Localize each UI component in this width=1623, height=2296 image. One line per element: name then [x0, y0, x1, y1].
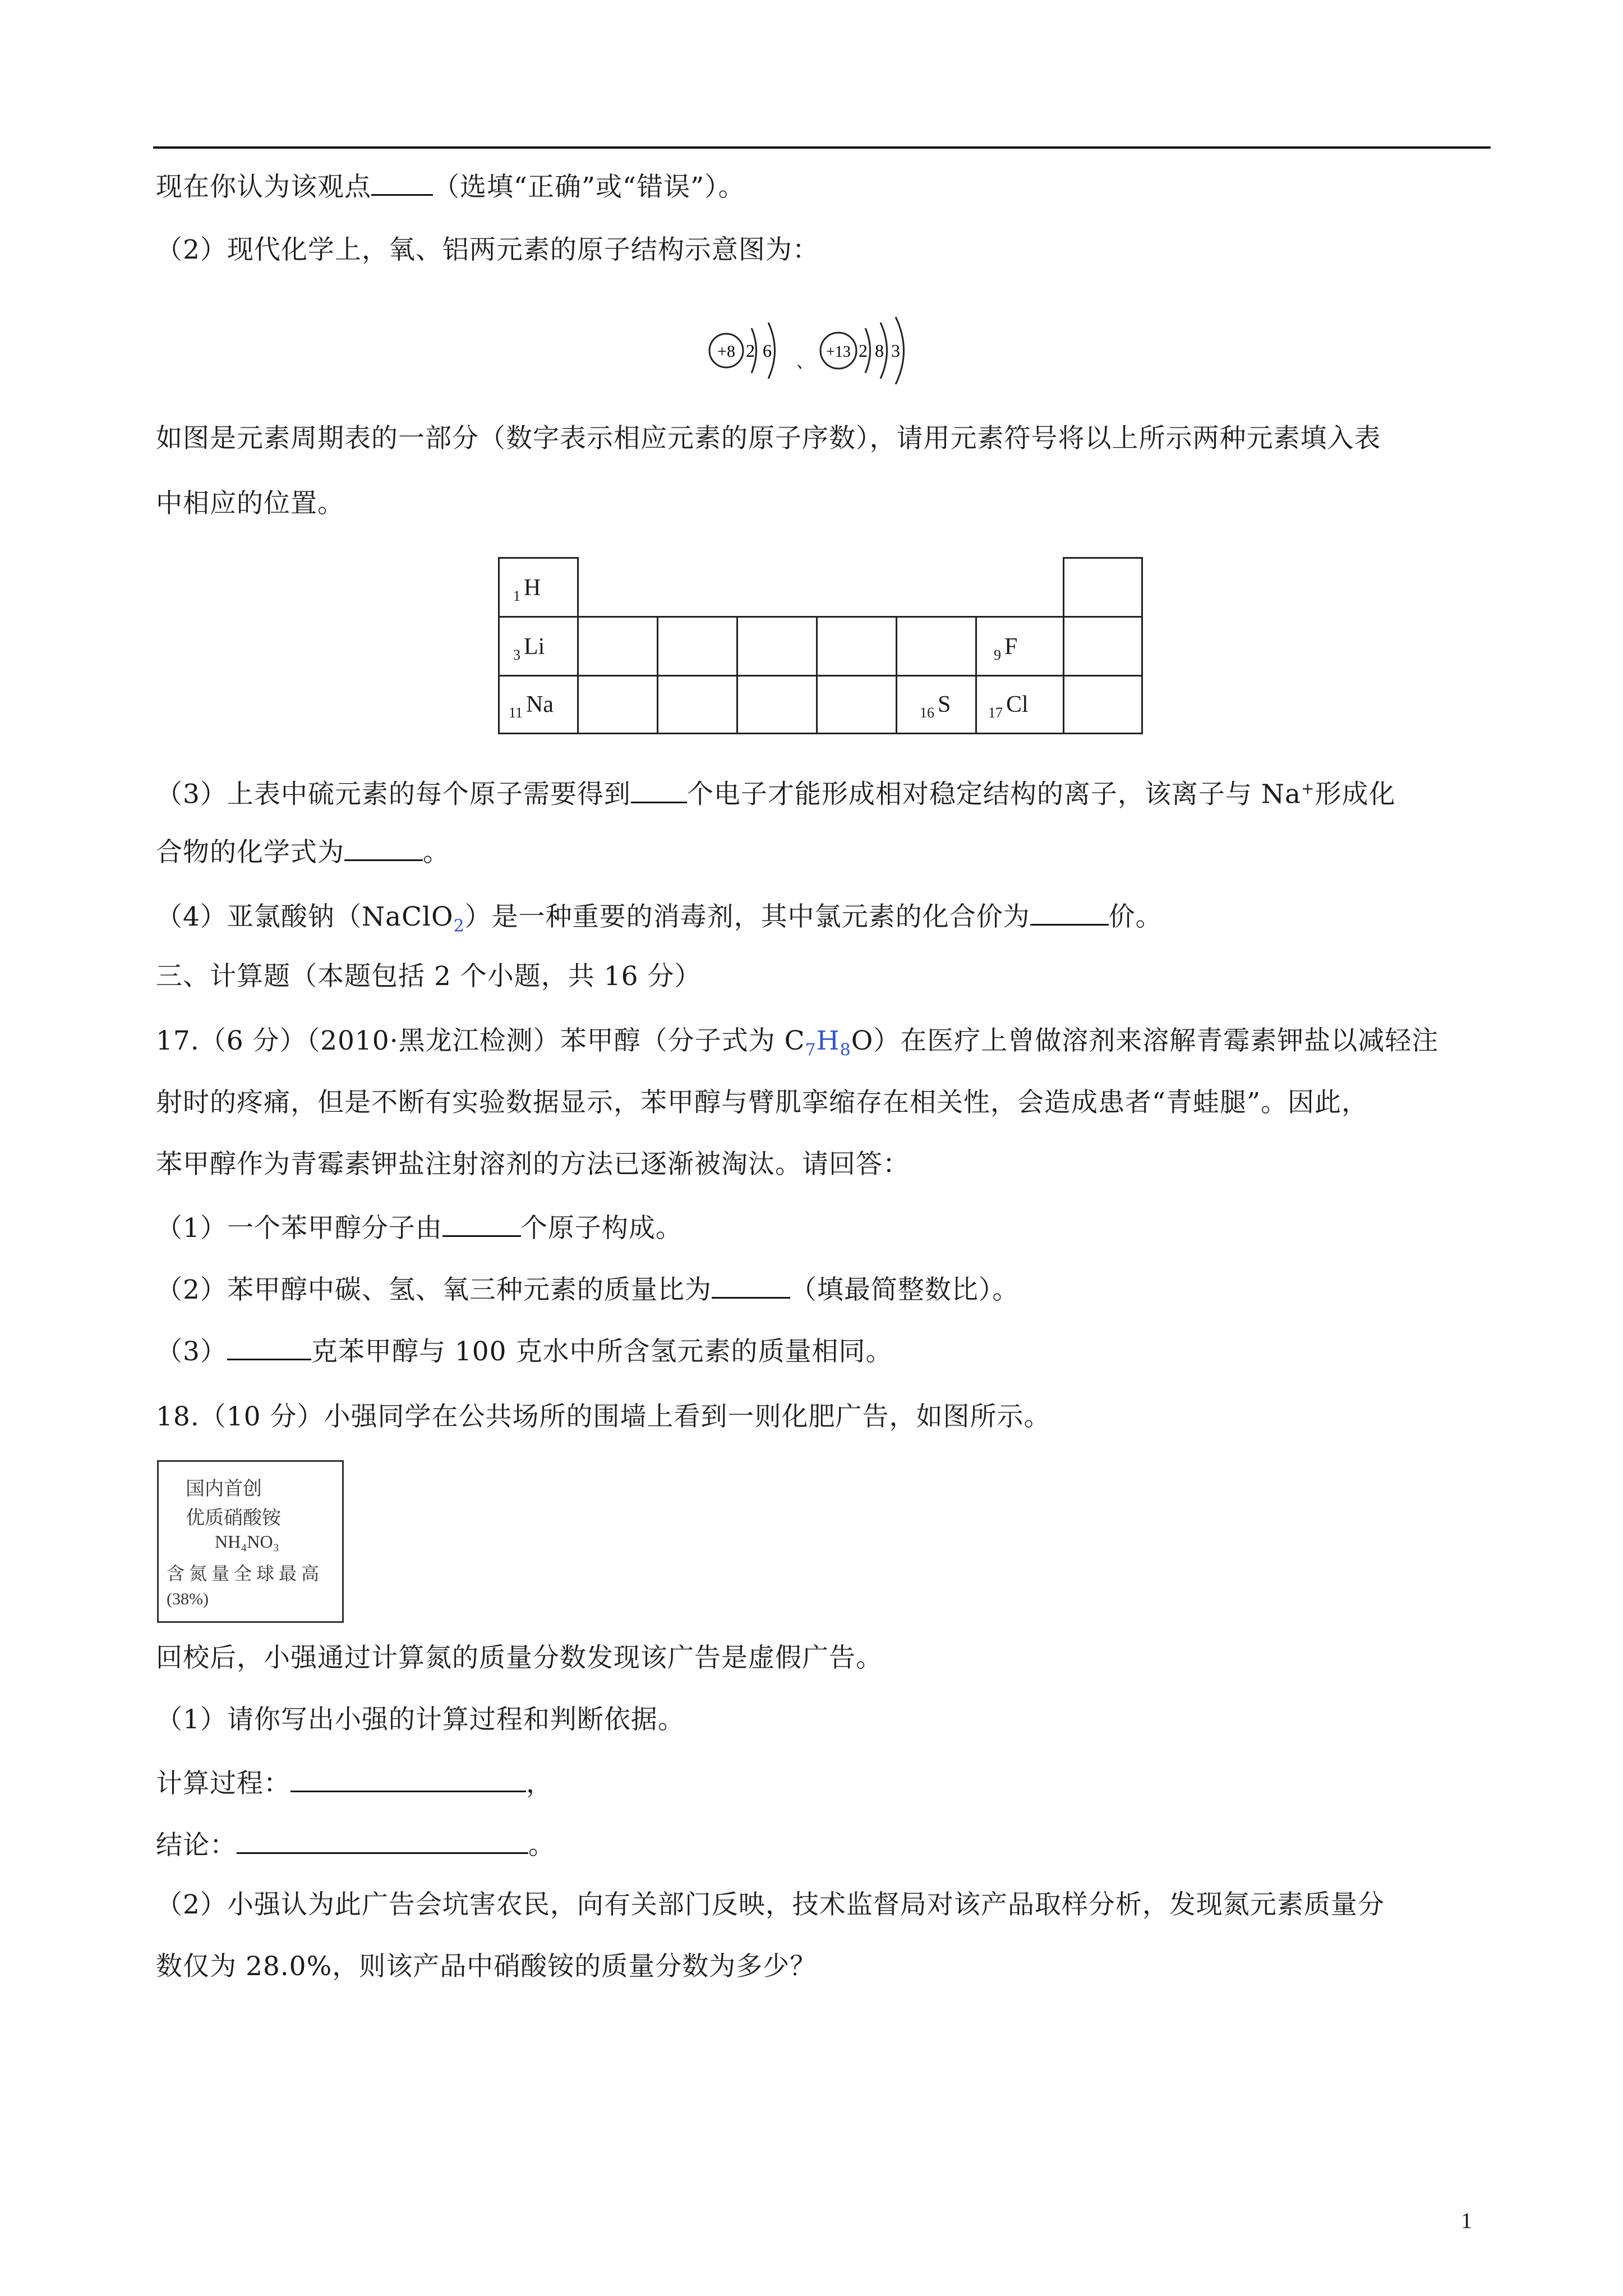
text: 结论： [156, 1830, 237, 1861]
cell-ar-slot[interactable] [1063, 675, 1143, 734]
table-intro-1: 如图是元素周期表的一部分（数字表示相应元素的原子序数），请用元素符号将以上所示两种元素填入表 [156, 423, 1381, 454]
cell-o-slot[interactable] [896, 616, 977, 677]
text: 个电子才能形成相对稳定结构的离子，该离子与 Na [686, 779, 1301, 810]
ad-line2: 优质硝酸铵 [186, 1508, 281, 1529]
q17-line2: 射时的疼痛，但是不断有实验数据显示，苯甲醇与臂肌挛缩存在相关性，会造成患者“青蛙腿”。因此， [156, 1087, 1369, 1118]
q18-calc-line [156, 1765, 553, 1801]
oxygen-nucleus: +8 [717, 342, 735, 361]
electron-count-blank[interactable] [631, 776, 687, 803]
cell-na [498, 675, 579, 734]
cell-be-slot[interactable] [577, 616, 658, 677]
cell-h [498, 557, 579, 618]
text: H [816, 1025, 840, 1056]
text: 。 [528, 1830, 555, 1861]
page-number: 1 [1461, 2208, 1472, 2233]
formula-blank[interactable] [344, 834, 423, 861]
table-intro-2: 中相应的位置。 [156, 488, 344, 519]
text: （3） [156, 1336, 227, 1367]
atomic-number: 3 [513, 647, 520, 663]
text: （3）上表中硫元素的每个原子需要得到 [156, 779, 631, 810]
q18-part1: （1）请你写出小强的计算过程和判断依据。 [156, 1704, 685, 1735]
q16-part4 [156, 898, 1163, 943]
cell-b-slot[interactable] [657, 616, 738, 677]
cell-al-slot[interactable] [657, 675, 738, 734]
text: 。 [423, 837, 450, 868]
q17-part1 [156, 1209, 683, 1245]
aluminum-nucleus: +13 [826, 343, 851, 361]
text: 现在你认为该观点 [156, 172, 371, 203]
element-symbol: H [524, 575, 541, 601]
section-title: 三、计算题（本题包括 2 个小题，共 16 分） [156, 961, 702, 992]
cell-si-slot[interactable] [736, 675, 818, 734]
atomic-number: 9 [994, 647, 1001, 663]
q16-line1 [156, 168, 745, 204]
oxygen-shell-1: 2 [746, 341, 755, 361]
aluminum-shell-2: 8 [875, 341, 884, 361]
q18-conclusion-line [156, 1826, 555, 1862]
q18-line1: 18.（10 分）小强同学在公共场所的围墙上看到一则化肥广告，如图所示。 [156, 1401, 1051, 1432]
element-symbol: Li [524, 634, 545, 660]
oxygen-shell-2: 6 [763, 341, 772, 361]
cell-s [896, 675, 977, 734]
text: ， [526, 1768, 553, 1799]
mass-blank[interactable] [227, 1333, 311, 1360]
q17-line1 [156, 1024, 1438, 1067]
text: （选填“正确”或“错误”）。 [433, 172, 745, 203]
text: 价。 [1108, 901, 1163, 932]
text: 17.（6 分）（2010·黑龙江检测）苯甲醇（分子式为 C [156, 1025, 805, 1056]
text: 计算过程： [156, 1768, 291, 1799]
cell-n-slot[interactable] [816, 616, 897, 677]
ad-line4: 含 氮 量 全 球 最 高 [167, 1563, 320, 1584]
ad-formula: NH₄NO₃ [215, 1531, 279, 1552]
cell-ne-slot[interactable] [1063, 616, 1143, 677]
q18-after: 回校后，小强通过计算氮的质量分数发现该广告是虚假广告。 [156, 1642, 883, 1673]
atomic-number: 1 [513, 588, 520, 604]
header-rule [153, 146, 1491, 149]
fertilizer-ad-image [157, 1460, 344, 1623]
text: 克苯甲醇与 100 克水中所含氢元素的质量相同。 [311, 1336, 893, 1367]
conclusion-blank[interactable] [237, 1826, 528, 1854]
ad-percent: (38%) [167, 1590, 209, 1608]
superscript: + [1301, 779, 1315, 798]
atomic-number: 17 [988, 705, 1003, 721]
element-symbol: S [938, 692, 951, 717]
atomic-number: 16 [920, 705, 934, 721]
aluminum-shell-1: 2 [859, 341, 868, 361]
ad-line1: 国内首创 [186, 1479, 262, 1499]
q17-line3: 苯甲醇作为青霉素钾盐注射溶剂的方法已逐渐被淘汰。请回答： [156, 1149, 910, 1180]
cell-c-slot[interactable] [736, 616, 818, 677]
element-symbol: Cl [1006, 692, 1029, 717]
subscript: 7 [805, 1040, 817, 1060]
separator: 、 [796, 353, 813, 371]
atomic-number: 11 [509, 705, 523, 721]
text: ）是一种重要的消毒剂，其中氯元素的化合价为 [464, 901, 1030, 932]
q17-part3 [156, 1333, 893, 1369]
cell-cl [975, 675, 1064, 734]
text: 形成化 [1315, 779, 1396, 810]
cell-f [975, 616, 1064, 677]
q18-part2-line1: （2）小强认为此广告会坑害农民，向有关部门反映，技术监督局对该产品取样分析，发现氮元素质量分 [156, 1889, 1385, 1920]
calc-blank[interactable] [291, 1765, 526, 1792]
periodic-table-fragment [498, 557, 1143, 734]
element-symbol: F [1004, 634, 1018, 660]
text: （4）亚氯酸钠（NaClO [156, 901, 454, 932]
cell-li [498, 616, 579, 677]
subscript: 8 [840, 1040, 851, 1060]
text: （1）一个苯甲醇分子由 [156, 1213, 442, 1244]
text: 个原子构成。 [520, 1213, 683, 1244]
q16-part3-line1 [156, 772, 1395, 812]
text: （2）苯甲醇中碳、氢、氧三种元素的质量比为 [156, 1274, 712, 1305]
cell-mg-slot[interactable] [577, 675, 658, 734]
valence-blank[interactable] [1030, 898, 1109, 926]
text: 合物的化学式为 [156, 837, 344, 868]
cell-p-slot[interactable] [816, 675, 897, 734]
q18-part2-line2: 数仅为 28.0%，则该产品中硝酸铵的质量分数为多少？ [156, 1951, 817, 1982]
answer-blank[interactable] [371, 168, 433, 196]
text: （填最简整数比）。 [790, 1274, 1020, 1305]
text: O）在医疗上曾做溶剂来溶解青霉素钾盐以减轻注 [851, 1025, 1439, 1056]
q16-part2: （2）现代化学上，氧、铝两元素的原子结构示意图为： [156, 234, 819, 265]
q17-part2 [156, 1271, 1019, 1307]
atomic-structure-diagrams [698, 303, 934, 398]
element-symbol: Na [526, 692, 554, 717]
aluminum-shell-3: 3 [891, 341, 900, 361]
subscript: 2 [453, 916, 465, 936]
cell-he-slot[interactable] [1063, 557, 1143, 618]
atom-count-blank[interactable] [442, 1209, 521, 1237]
q16-part3-line2 [156, 834, 450, 869]
mass-ratio-blank[interactable] [712, 1271, 790, 1299]
